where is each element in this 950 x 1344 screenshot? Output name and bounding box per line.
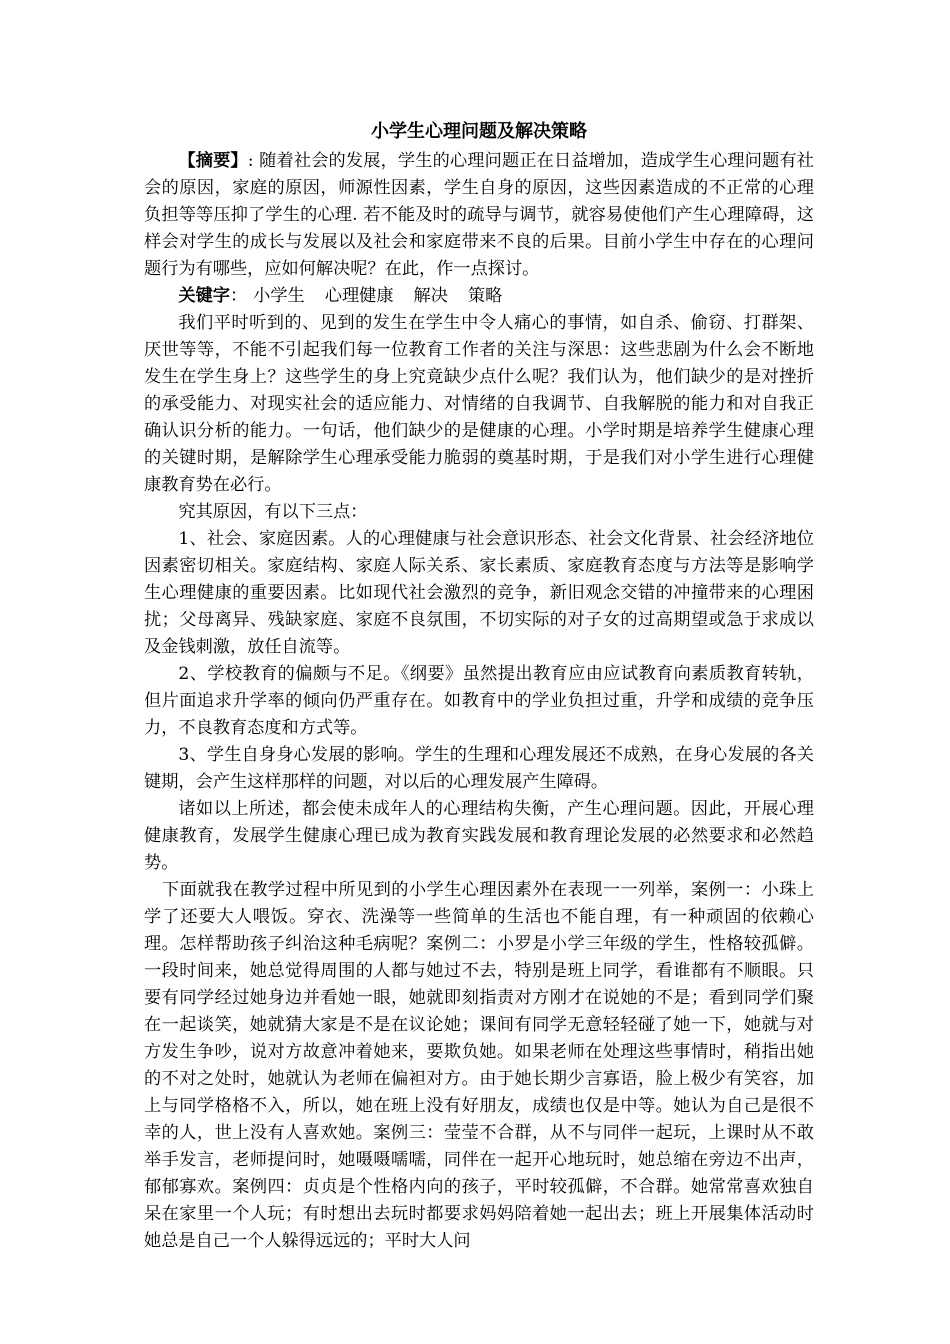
keyword-term: 心理健康 xyxy=(324,286,394,306)
abstract-label: 【摘要】 xyxy=(178,151,248,171)
body-paragraph: 2、学校教育的偏颇与不足。《纲要》虽然提出教育应由应试教育向素质教育转轨，但片面追求升学率的倾向仍严重存在。如教育中的学业负担过重，升学和成绩的竞争压力，不良教育态度和方式等。 xyxy=(144,664,814,738)
body-paragraph: 我们平时听到的、见到的发生在学生中令人痛心的事情，如自杀、偷窃、打群架、厌世等等，不能不引起我们每一位教育工作者的关注与深思：这些悲剧为什么会不断地发生在学生身上？这些学生的身上究竟缺少点什么呢？我们认为，他们缺少的是对挫折的承受能力、对现实社会的适应能力、对情绪的自我调节、自我解脱的能力和对自我正确认识分析的能力。一句话，他们缺少的是健康的心理。小学时期是培养学生健康心理的关键时期，是解除学生心理承受能力脆弱的奠基时期，于是我们对小学生进行心理健康教育势在必行。 xyxy=(144,313,814,495)
keyword-term: 策略 xyxy=(467,286,503,306)
keywords-label: 关键字 xyxy=(178,286,230,306)
body-paragraph: 1、社会、家庭因素。人的心理健康与社会意识形态、社会文化背景、社会经济地位因素密切相关。家庭结构、家庭人际关系、家长素质、家庭教育态度与方法等是影响学生心理健康的重要因素。比如现代社会激烈的竞争，新旧观念交错的冲撞带来的心理困扰；父母离异、残缺家庭、家庭不良氛围，不切实际的对子女的过高期望或急于求成以及金钱刺激，放任自流等。 xyxy=(144,529,814,657)
body-paragraph: 3、学生自身身心发展的影响。学生的生理和心理发展还不成熟，在身心发展的各关键期，会产生这样那样的问题，对以后的心理发展产生障碍。 xyxy=(144,745,814,792)
body-paragraph: 究其原因，有以下三点： xyxy=(178,502,368,522)
document-page xyxy=(144,118,814,1255)
abstract-text: : 随着社会的发展，学生的心理问题正在日益增加，造成学生心理问题有社会的原因，家庭的原因，师源性因素，学生自身的原因，这些因素造成的不正常的心理负担等等压抑了学生的心理. 若不能及时的疏导与调节，就容易使他们产生心理障碍，这样会对学生的成长与发展以及社会和家庭带来不良的后果。目前小学生中存在的心理问题行为有哪些，应如何解决呢？在此，作一点探讨。 xyxy=(144,151,814,279)
keyword-term: 解决 xyxy=(413,286,448,306)
keywords-line xyxy=(144,283,814,310)
body-paragraph: 诸如以上所述，都会使未成年人的心理结构失衡，产生心理问题。因此，开展心理健康教育，发展学生健康心理已成为教育实践发展和教育理论发展的必然要求和必然趋势。 xyxy=(144,799,814,873)
abstract-paragraph xyxy=(144,148,814,283)
keyword-term: 小学生 xyxy=(253,286,305,306)
cases-paragraph: 下面就我在教学过程中所见到的小学生心理因素外在表现一一列举，案例一：小珠上学了还要大人喂饭。穿衣、洗澡等一些简单的生活也不能自理，有一种顽固的依赖心理。怎样帮助孩子纠治这种毛病呢？案例二：小罗是小学三年级的学生，性格较孤僻。一段时间来，她总觉得周围的人都与她过不去，特别是班上同学，看谁都有不顺眼。只要有同学经过她身边并看她一眼，她就即刻指责对方刚才在说她的不是；看到同学们聚在一起谈笑，她就猜大家是不是在议论她；课间有同学无意轻轻碰了她一下，她就与对方发生争吵，说对方故意冲着她来，要欺负她。如果老师在处理这些事情时，稍指出她的不对之处时，她就认为老师在偏袒对方。由于她长期少言寡语，脸上极少有笑容，加上与同学格格不入，所以，她在班上没有好朋友，成绩也仅是中等。她认为自己是很不幸的人，世上没有人喜欢她。案例三：莹莹不合群，从不与同伴一起玩，上课时从不敢举手发言，老师提问时，她嗫嗫嚅嚅，同伴在一起开心地玩时，她总缩在旁边不出声，郁郁寡欢。案例四：贞贞是个性格内向的孩子，平时较孤僻，不合群。她常常喜欢独自呆在家里一个人玩；有时想出去玩时都要求妈妈陪着她一起出去；班上开展集体活动时她总是自己一个人躲得远远的；平时大人问 xyxy=(144,880,814,1251)
keywords-colon: ： xyxy=(229,286,248,306)
document-title: 小学生心理问题及解决策略 xyxy=(371,121,587,142)
